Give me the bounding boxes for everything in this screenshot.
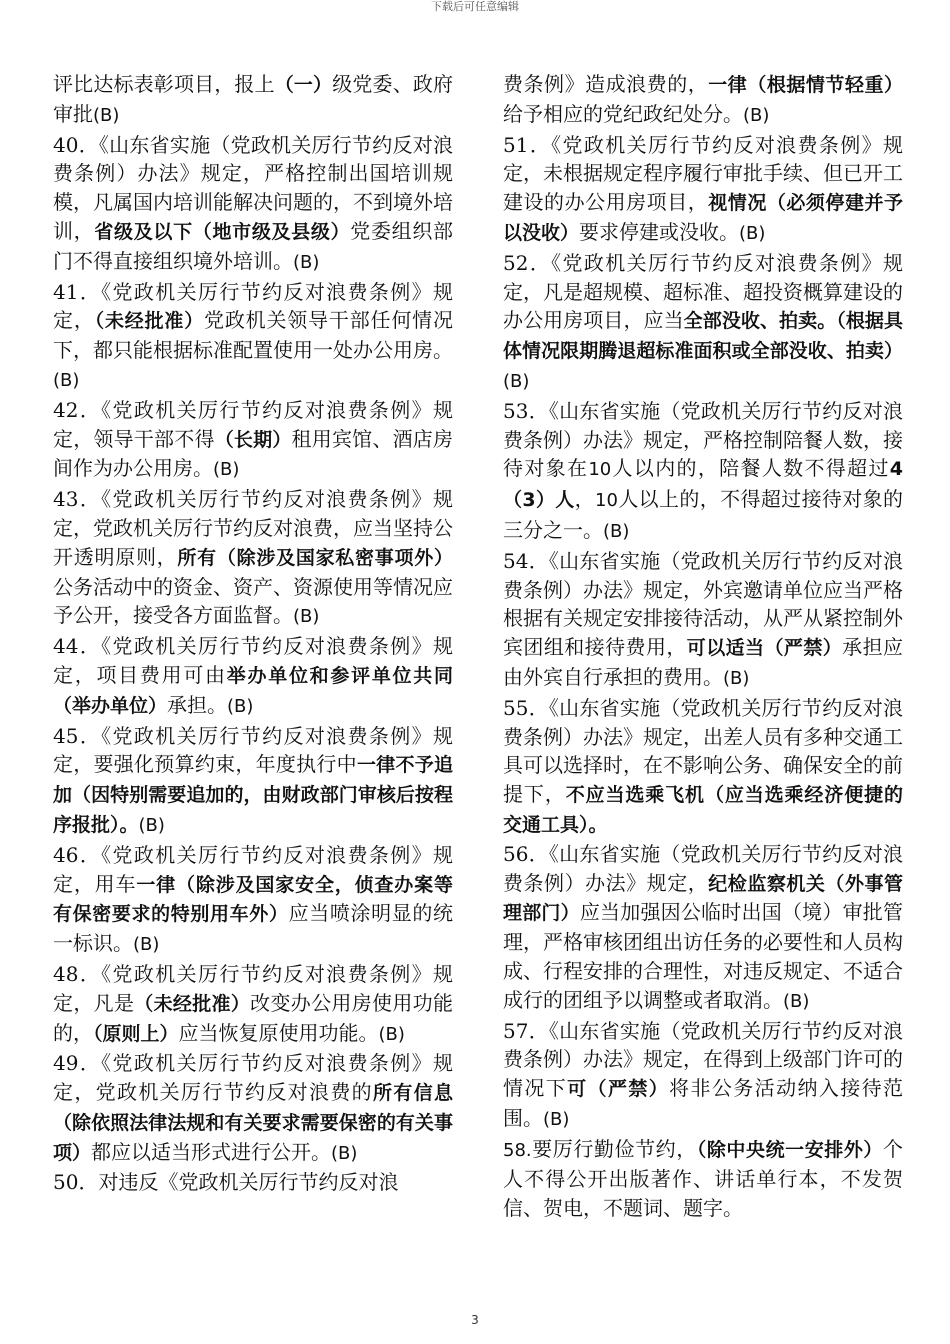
question-text: 承担应由外宾自行承担的费用。: [503, 635, 904, 689]
answer-text: 纪检监察机关（外事管理部门）: [503, 872, 903, 925]
question-item: [53, 131, 453, 278]
question-text: 应当喷涂明显的统一标识。: [53, 901, 453, 956]
question-text: 52．《党政机关厉行节约反对浪费条例》规定，凡是超规模、超标准、超投资概算建设的办公用房项目，应当: [503, 250, 903, 333]
question-item: [503, 547, 903, 694]
question-text: 42．《党政机关厉行节约反对浪费条例》规定，领导干部不得: [53, 397, 453, 451]
question-text: 公务活动中的资金、资产、资源使用等情况应予公开，接受各方面监督。: [53, 574, 453, 628]
question-text: 个人不得公开出版著作、讲话单行本，不发贺信、贺电，不题词、题字。: [503, 1136, 903, 1221]
question-item: [503, 1017, 903, 1135]
question-text: 都应以适当形式进行公开。: [91, 1139, 332, 1164]
answer-text: 视情况（必须停建并予以没收）: [503, 192, 903, 244]
question-item: [53, 1168, 453, 1197]
question-item: [53, 841, 453, 960]
question-text: 应当加强因公临时出国（境）审批管理，严格审核团组出访任务的必要性和人员构成、行程安排的合理性，对违反规定、不适合成行的团组予以调整或者取消。: [503, 900, 903, 1012]
question-text: (B): [331, 1142, 358, 1164]
question-text: 44．《党政机关厉行节约反对浪费条例》规定，项目费用可由: [53, 634, 453, 687]
answer-text: 4（3）人: [503, 458, 904, 512]
question-item: [53, 278, 453, 396]
answer-text: 省级及以下（地市级及县级）: [94, 220, 351, 243]
question-item: [503, 70, 903, 131]
answer-text: 所有信息（除依照法律法规和有关要求需要保密的有关事项）: [53, 1082, 453, 1164]
question-item: [53, 70, 453, 131]
question-text: 46．《党政机关厉行节约反对浪费条例》规定，用车: [53, 842, 453, 896]
question-text: 49．《党政机关厉行节约反对浪费条例》规定，党政机关厉行节约反对浪费的: [53, 1051, 453, 1105]
question-text: 改变办公用房使用功能的，: [53, 990, 453, 1045]
question-text: 10: [588, 459, 612, 481]
answer-text: 一律不予追加（因特别需要追加的，由财政部门审核后按程序报批）。: [53, 754, 453, 836]
question-text: 要求停建或没收。: [579, 219, 740, 244]
page-header: 下载后可任意编辑: [431, 0, 519, 13]
answer-text: 一律（根据情节轻重）: [708, 74, 903, 96]
question-item: [53, 960, 453, 1049]
question-text: 55．《山东省实施（党政机关厉行节约反对浪费条例）办法》规定，出差人员有多种交通工具可以选择时，在不影响公务、确保安全的前提下，: [503, 695, 903, 807]
question-item: [53, 485, 453, 632]
left-column: [53, 70, 453, 1197]
answer-text: 不应当选乘飞机（应当选乘经济便捷的交通工具）。: [503, 784, 903, 836]
question-text: 评比达标表彰项目，报上: [53, 72, 275, 96]
answer-text: （原则上）: [93, 1022, 179, 1045]
question-text: 党委组织部门不得直接组织境外培训。: [53, 218, 453, 273]
question-text: (B): [93, 104, 120, 126]
answer-text: 可（严禁）: [567, 1078, 670, 1101]
question-text: 41．《党政机关厉行节约反对浪费条例》规定，: [53, 279, 453, 333]
question-item: [503, 1135, 903, 1223]
question-text: 43．《党政机关厉行节约反对浪费条例》规定，党政机关厉行节约反对浪费，应当坚持公开透明原则，: [53, 487, 453, 569]
question-text: (B): [783, 990, 810, 1012]
question-text: (B): [723, 667, 750, 689]
question-text: 48．《党政机关厉行节约反对浪费条例》规定，凡是: [53, 961, 453, 1015]
question-text: 57．《山东省实施（党政机关厉行节约反对浪费条例）办法》规定，在得到上级部门许可的情况下: [503, 1018, 903, 1101]
question-text: (B): [293, 606, 320, 628]
question-text: (B): [739, 222, 766, 244]
question-text: 要厉行勤俭节约，: [531, 1136, 697, 1161]
question-text: (B): [133, 934, 160, 956]
question-item: [503, 131, 903, 249]
answer-text: 可以适当（严禁）: [686, 637, 843, 660]
answer-text: （长期）: [214, 428, 292, 451]
right-column: [503, 70, 903, 1223]
question-text: (B): [53, 369, 80, 391]
question-text: 50．对违反《党政机关厉行节约反对浪: [53, 1170, 399, 1195]
question-text: 53．《山东省实施（党政机关厉行节约反对浪费条例）办法》规定，严格控制陪餐人数，接待对象在: [503, 398, 903, 481]
answer-text: 举办单位和参评单位共同（举办单位）: [53, 664, 453, 717]
answer-text: 一律（除涉及国家安全，侦查办案等有保密要求的特别用车外）: [53, 873, 453, 926]
question-text: 人以上的，不得超过接待对象的三分之一。: [503, 487, 904, 542]
question-item: [53, 1049, 453, 1168]
question-text: 56．《山东省实施（党政机关厉行节约反对浪费条例）办法》规定，: [503, 841, 903, 895]
question-text: ，: [574, 487, 596, 512]
question-item: [503, 249, 903, 397]
answer-text: （未经批准）: [134, 992, 251, 1015]
answer-text: （一）: [274, 74, 333, 96]
answer-text: 所有（除涉及国家私密事项外）: [177, 546, 453, 569]
question-text: (B): [603, 520, 630, 542]
question-text: 51．《党政机关厉行节约反对浪费条例》规定，未根据规定程序履行审批手续、但已开工建设的办公用房项目，: [503, 132, 903, 215]
question-text: 租用宾馆、酒店房间作为办公用房。: [53, 426, 453, 481]
question-item: [503, 840, 903, 1017]
question-text: (B): [543, 1108, 570, 1130]
question-text: 人以内的，陪餐人数不得超过: [611, 456, 890, 481]
question-text: 费条例》造成浪费的，: [503, 72, 709, 96]
question-text: 54．《山东省实施（党政机关厉行节约反对浪费条例）办法》规定，外宾邀请单位应当严格根据有关规定安排接待活动，从严从紧控制外宾团组和接待费用，: [503, 548, 903, 660]
question-text: 应当恢复原使用功能。: [178, 1020, 379, 1045]
question-item: [503, 694, 903, 840]
question-text: (B): [213, 459, 240, 481]
question-text: 45．《党政机关厉行节约反对浪费条例》规定，要强化预算约束，年度执行中: [53, 723, 453, 777]
question-text: 承担。: [167, 692, 228, 717]
question-text: 58.: [503, 1139, 532, 1161]
question-text: 给予相应的党纪政纪处分。: [503, 101, 743, 126]
question-text: (B): [138, 814, 165, 836]
page-number: 3: [471, 1313, 479, 1327]
answer-text: （未经批准）: [94, 310, 205, 333]
answer-text: （除中央统一安排外）: [696, 1138, 883, 1161]
answer-text: 全部没收、拍卖。（根据具体情况限期腾退超标准面积或全部没收、拍卖）: [503, 310, 903, 363]
question-item: [53, 722, 453, 841]
question-text: 级党委、政府审批: [53, 72, 454, 126]
question-text: (B): [743, 104, 770, 126]
question-item: [53, 632, 453, 721]
question-text: 10: [595, 490, 618, 512]
question-text: 党政机关领导干部任何情况下，都只能根据标准配置使用一处办公用房。: [53, 308, 453, 363]
question-text: 40．《山东省实施（党政机关厉行节约反对浪费条例）办法》规定，严格控制出国培训规模，凡属国内培训能解决问题的，不到境外培训，: [53, 132, 453, 243]
question-text: (B): [293, 251, 320, 273]
question-text: 将非公务活动纳入接待范围。: [503, 1076, 904, 1130]
question-text: (B): [378, 1023, 405, 1045]
question-item: [53, 396, 453, 485]
question-text: (B): [503, 370, 530, 392]
question-item: [503, 397, 903, 547]
question-text: (B): [227, 695, 254, 717]
